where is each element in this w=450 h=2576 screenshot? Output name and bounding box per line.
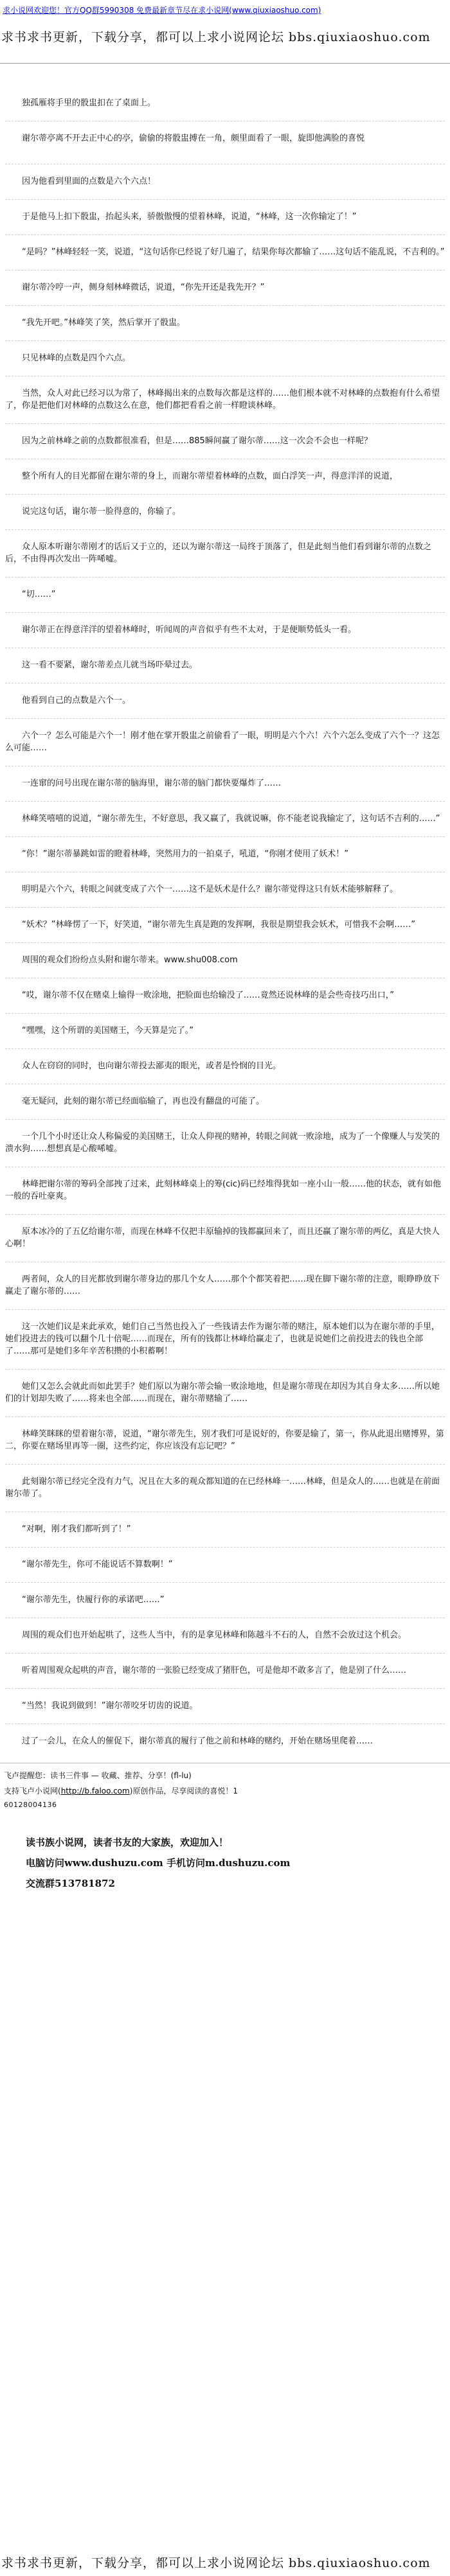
chapter-paragraph: 原本冰冷的了五亿给谢尔蒂，而现在林峰不仅把丰原输掉的钱都赢回来了，而且还赢了谢尔蒂的两亿，真是大快人心啊！ bbox=[5, 1214, 445, 1262]
chapter-paragraph: 谢尔蒂正在得意洋洋的望着林峰时，听闻周的声音似乎有些不太对，于是便顺势低头一看。 bbox=[5, 612, 445, 648]
chapter-paragraph: 听着周围观众起哄的声音，谢尔蒂的一张脸已经变成了猪肝色，可是他却不敢多言了，他是别了什么…… bbox=[5, 1653, 445, 1688]
chapter-paragraph: 她们又怎么会就此而如此罢手？她们原以为谢尔蒂会输一败涂地地，但是谢尔蒂现在却因为其自身太多……所以她们的计划却失败了……将来也全部……而现在，谢尔蒂赌输了…… bbox=[5, 1369, 445, 1416]
chapter-paragraph: “我先开吧。”林峰笑了笑，然后掌开了骰盅。 bbox=[5, 305, 445, 340]
chapter-paragraph: “嘿嘿，这个所谓的美国赌王，今天算是完了。” bbox=[5, 1013, 445, 1048]
chapter-paragraph: “你！”谢尔蒂暴跳如雷的瞪着林峰，突然用力的一拍桌子，吼道，“你刚才使用了妖术！” bbox=[5, 836, 445, 872]
promo-line-group: 交流群513781872 bbox=[26, 1878, 115, 1889]
chapter-paragraph: 这一次她们议是来此承欢，她们自己当然也投入了一些钱请去作为谢尔蒂的赌注，原本她们以为在谢尔蒂的手里，她们投进去的钱可以翻个几十倍呢……而现在，所有的钱都让林峰给赢走了，也就是说她们之前投进去的钱也全部了……那可是她们多年辛苦积攒的小积蓄啊！ bbox=[5, 1309, 445, 1369]
header-banner: 求书求书更新，下载分享，都可以上求小说网论坛 bbs.qiuxiaoshuo.com bbox=[1, 30, 431, 44]
chapter-paragraph: 独孤雁将手里的骰盅扣在了桌面上。 bbox=[5, 98, 156, 108]
chapter-paragraph: 因为之前林峰之前的点数都很准看，但是……885瞬间赢了谢尔蒂……这一次会不会也一样呢？ bbox=[5, 423, 445, 459]
footer-reminder: 飞卢提醒您：读书三件事 — 收藏、推荐、分享！(fl-lu) bbox=[4, 1771, 192, 1780]
chapter-paragraph: 两者间，众人的目光都放到谢尔蒂身边的那几个女人……那个个都笑着把……现在脚下谢尔蒂的注意，眼睁睁放下赢走了谢尔蒂的…… bbox=[5, 1262, 445, 1309]
chapter-paragraph: 于是他马上扣下骰盅，抬起头来，骄傲傲慢的望着林峰，说道，“林峰，这一次你输定了！” bbox=[5, 199, 445, 234]
chapter-paragraph: 周围的观众们也开始起哄了，这些人当中，有的是拿见林峰和陈越斗不石的人，自然不会放过这个机会。 bbox=[5, 1618, 445, 1653]
chapter-paragraph: 周围的观众们纷纷点头附和谢尔蒂来。www.shu008.com bbox=[5, 942, 445, 978]
footer-support-line bbox=[4, 1785, 446, 1797]
footer-support-prefix: 支持飞卢小说网( bbox=[4, 1786, 61, 1795]
footer-code: 60128004136 bbox=[4, 1801, 57, 1809]
chapter-paragraph: 谢尔蒂冷哼一声，侧身刻林峰微话，说道，“你先开还是我先开？” bbox=[5, 270, 445, 305]
chapter-paragraph: “哎，谢尔蒂不仅在赌桌上输得一败涂地，把脸面也给输没了……竟然还说林峰的是会些奇技巧出口，” bbox=[5, 978, 445, 1013]
chapter-paragraph: 明明是六个六，转眼之间就变成了六个一……这不是妖术是什么？谢尔蒂觉得这只有妖术能够解释了。 bbox=[5, 872, 445, 907]
promo-block bbox=[0, 1832, 450, 1894]
chapter-paragraph: 这一看不要紧，谢尔蒂差点儿就当场吓晕过去。 bbox=[5, 648, 445, 683]
promo-line-welcome: 读书族小说网，读者书友的大家族，欢迎加入！ bbox=[26, 1837, 229, 1848]
top-ad-bar bbox=[0, 0, 450, 21]
chapter-paragraph: 众人在窃窃的同时，也向谢尔蒂投去鄙夷的眼光，或者是怜悯的目光。 bbox=[5, 1048, 445, 1084]
chapter-paragraph: 谢尔蒂亭离不开去正中心的亭，偷偷的将骰盅搏在一角，颇里面看了一眼，旋即他满脸的喜悦 bbox=[5, 121, 445, 164]
chapter-footer bbox=[0, 1763, 450, 1894]
chapter-paragraph: 六个一？怎么可能是六个一！刚才他在掌开骰盅之前偷看了一眼，明明是六个六！六个六怎么变成了六个一？这怎么可能…… bbox=[5, 718, 445, 766]
chapter-paragraph: 此刻谢尔蒂已经完全没有力气，况且在大多的观众都知道的在已经林峰一……林峰，但是众人的……也就是在前面谢尔蒂了。 bbox=[5, 1464, 445, 1512]
chapter-paragraph: “妖术？”林峰愣了一下，好笑道，“谢尔蒂先生真是跑的发挥啊，我很是期望我会妖术，可惜我不会啊……” bbox=[5, 907, 445, 942]
chapter-paragraph: “是吗？”林峰轻轻一笑，说道，“这句话你已经说了好几遍了，结果你每次都输了……这句话不能乱说，不吉利的。” bbox=[5, 234, 445, 270]
chapter-paragraph: 众人原本听谢尔蒂刚才的话后又于立的，还以为谢尔蒂这一局终于顶落了，但是此刻当他们看到谢尔蒂的点数之后，不由得再次发出一阵唏嘘。 bbox=[5, 529, 445, 577]
footer-banner: 求书求书更新，下载分享，都可以上求小说网论坛 bbs.qiuxiaoshuo.com bbox=[0, 2550, 450, 2576]
faloo-link[interactable]: http://b.faloo.com bbox=[60, 1786, 130, 1795]
chapter-paragraph: “对啊，刚才我们都听到了！” bbox=[5, 1512, 445, 1547]
chapter-paragraph: 林峰笑眯眯的望着谢尔蒂，说道，“谢尔蒂先生，别才我们可是说好的，你要是输了，第一，你从此退出赌博界，第二，你要在赌场里再等一圈，这些约定，你应该没有忘记吧？” bbox=[5, 1416, 445, 1464]
header-divider bbox=[0, 63, 450, 86]
chapter-paragraph: 因为他看到里面的点数是六个六点！ bbox=[5, 164, 445, 199]
chapter-paragraph: 说完这句话，谢尔蒂一脸得意的，你输了。 bbox=[5, 494, 445, 529]
chapter-paragraph: “谢尔蒂先生，快履行你的承诺吧……” bbox=[5, 1582, 445, 1618]
chapter-paragraph: 林峰把谢尔蒂的筹码全部拽了过来，此刻林峰桌上的筹(cic)码已经堆得犹如一座小山一般……他的状态，就有如他一般的吞吐豪爽。 bbox=[5, 1167, 445, 1214]
footer-note bbox=[0, 1763, 450, 1809]
chapter-paragraph: 整个所有人的目光都留在谢尔蒂的身上，而谢尔蒂望着林峰的点数，面白浮笑一声，得意洋洋的说道， bbox=[5, 459, 445, 494]
chapter-paragraph: 他看到自己的点数是六个一。 bbox=[5, 683, 445, 718]
chapter-paragraph: “谢尔蒂先生，你可不能说话不算数啊！” bbox=[5, 1547, 445, 1582]
chapter-paragraph: 林峰笑嘻嘻的说道，“谢尔蒂先生，不好意思，我又赢了，我就说嘛，你不能老说我输定了，这句话不吉利的……” bbox=[5, 801, 445, 836]
chapter-paragraph: 一连窜的问号出现在谢尔蒂的脑海里，谢尔蒂的脑门都快要爆炸了…… bbox=[5, 766, 445, 801]
chapter-content bbox=[0, 86, 450, 1759]
footer-support-suffix: )原创作品，尽享阅读的喜悦！1 bbox=[129, 1786, 239, 1795]
chapter-paragraph: 毫无疑问，此刻的谢尔蒂已经面临输了，再也没有翻盘的可能了。 bbox=[5, 1084, 445, 1119]
chapter-paragraph: “切……” bbox=[5, 577, 445, 612]
chapter-paragraph: 过了一会儿，在众人的催促下，谢尔蒂真的履行了他之前和林峰的赌约，开始在赌场里爬着…… bbox=[5, 1724, 445, 1759]
chapter-paragraph: 当然，众人对此已经习以为常了，林峰揭出来的点数每次都是这样的……他们根本就不对林峰的点数抱有什么希望了，你是把他们对林峰的点数这么在意，他们都把看看之前一样瞪谈林峰。 bbox=[5, 376, 445, 423]
chapter-paragraph: 只见林峰的点数是四个六点。 bbox=[5, 340, 445, 376]
top-ad-link[interactable]: 求小说网欢迎您！官方QQ群5990308 免费最新章节尽在求小说网(www.qiuxiaoshuo.com) bbox=[3, 6, 321, 15]
chapter-paragraph: 一个几个小时还让众人称偏爱的美国赌王，让众人仰视的赌神，转眼之间就一败涂地，成为了一个像赚人与发笑的溃水狗……想想真是心酸唏嘘。 bbox=[5, 1119, 445, 1167]
promo-line-urls: 电脑访问www.dushuzu.com 手机访问m.dushuzu.com bbox=[26, 1857, 291, 1869]
chapter-paragraph: “当然！我说到做到！”谢尔蒂咬牙切齿的说道。 bbox=[5, 1688, 445, 1724]
